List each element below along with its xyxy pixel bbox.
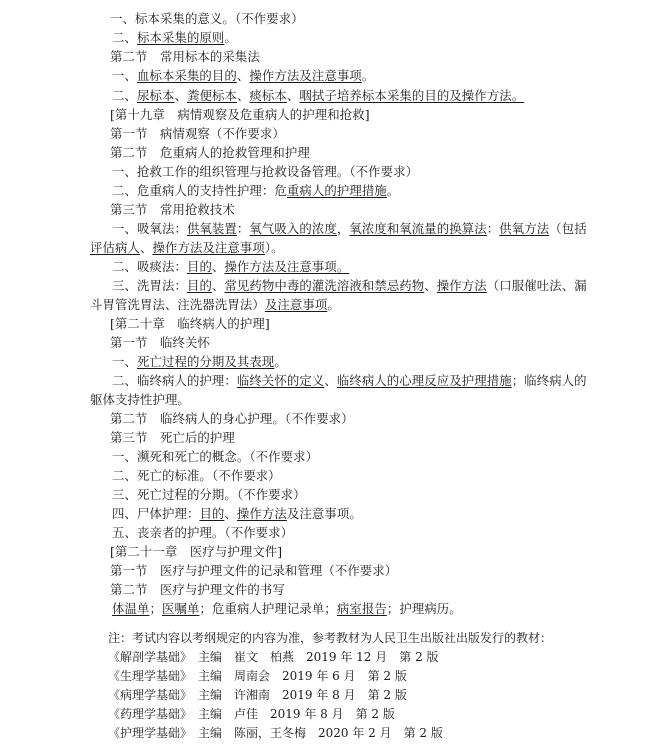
outline-line — [110, 10, 304, 28]
text-segment: 、 — [211, 259, 225, 274]
underlined-key-term: 临终关怀的定义 — [236, 373, 325, 388]
outline-line — [112, 258, 349, 276]
text-segment: 第三节 常用抢救技术 — [110, 202, 235, 217]
text-segment: ；危重病人护理记录单； — [199, 601, 337, 616]
outline-line — [110, 315, 270, 333]
underlined-key-term: 评估病人 — [90, 240, 140, 255]
underlined-key-term: 操作方法 — [236, 506, 287, 521]
outline-line — [90, 296, 340, 314]
outline-line — [112, 505, 362, 523]
text-segment: 一、吸氧法： — [112, 221, 187, 236]
text-segment: ；护理病历。 — [386, 601, 462, 616]
outline-line — [112, 277, 587, 295]
text-segment: 四、尸体护理： — [112, 506, 200, 521]
underlined-key-term: 目的 — [199, 506, 225, 521]
outline-line — [110, 125, 285, 143]
text-segment: 第二节 危重病人的抢救管理和护理 — [110, 145, 310, 160]
outline-line — [110, 144, 310, 162]
underlined-key-term: 死亡过程的分期及其表现 — [136, 354, 275, 369]
text-segment: 、 — [139, 240, 153, 255]
underlined-key-term: 痰标本 — [249, 88, 287, 103]
underlined-key-term: 操作方法及注意事项 — [152, 240, 265, 255]
text-segment: 、 — [224, 506, 237, 521]
text-segment: 第二节 医疗与护理文件的书写 — [110, 582, 285, 597]
outline-line — [90, 391, 190, 409]
text-segment: 二、 — [112, 88, 137, 103]
underlined-key-term: 尿标本 — [136, 88, 175, 103]
underlined-key-term: 咽拭子培养标本采集的目的及操作方法。 — [299, 88, 525, 103]
outline-line — [110, 48, 260, 66]
text-segment: 。 — [386, 183, 400, 198]
text-segment: 二、危重病人的支持性护理：危 — [112, 183, 287, 198]
outline-line — [112, 67, 374, 85]
text-segment: 三、洗胃法： — [112, 278, 187, 293]
underlined-key-term: 血标本采集的目的 — [136, 68, 237, 83]
text-segment: 、 — [174, 88, 187, 103]
text-segment: 斗胃管洗胃法、注洗器洗胃法） — [90, 297, 265, 312]
text-segment: 一、抢救工作的组织管理与抢救设备管理。（不作要求） — [112, 164, 419, 179]
text-segment: 一、 — [112, 68, 137, 83]
text-segment: ， — [336, 221, 350, 236]
underlined-key-term: 常见药物中毒的灌洗溶液和禁忌药物 — [224, 278, 425, 293]
outline-line — [112, 467, 281, 485]
underlined-key-term: 氧浓度和氧流量的换算法 — [349, 221, 487, 236]
text-segment: 二、死亡的标准。（不作要求） — [112, 468, 281, 483]
text-segment: 、 — [286, 88, 300, 103]
text-segment: 一、 — [112, 354, 137, 369]
text-segment: ； — [149, 601, 162, 616]
underlined-key-term: 体温单 — [112, 601, 150, 616]
underlined-key-term: 操作方法及注意事项 — [249, 68, 362, 83]
outline-line — [112, 600, 462, 618]
underlined-key-term: 医嘱单 — [161, 601, 200, 616]
outline-line — [112, 524, 293, 542]
outline-line — [110, 410, 354, 428]
text-segment: 二、 — [112, 30, 137, 45]
outline-line — [112, 29, 237, 47]
outline-line — [90, 239, 284, 257]
text-segment: ）。 — [264, 240, 284, 255]
text-segment: 一、标本采集的意义。（不作要求） — [110, 11, 304, 26]
underlined-key-term: 重病人的护理措施 — [286, 183, 387, 198]
reference-item: 《解剖学基础》 主编 崔文 柏燕 2019 年 12 月 第 2 版 — [108, 650, 439, 664]
underlined-key-term: 供氧方法 — [499, 221, 550, 236]
text-segment: 第一节 医疗与护理文件的记录和管理（不作要求） — [110, 563, 398, 578]
outline-line — [110, 429, 235, 447]
underlined-key-term: 目的 — [186, 259, 212, 274]
text-segment: 、 — [236, 68, 250, 83]
outline-line — [110, 543, 282, 561]
note-heading: 注：考试内容以考纲规定的内容为准，参考教材为人民卫生出版社出版发行的教材： — [108, 631, 553, 645]
text-segment: 躯体支持性护理。 — [90, 392, 190, 407]
text-segment: 。 — [361, 68, 375, 83]
outline-line — [112, 448, 318, 466]
text-segment: （口服催吐法、漏 — [486, 278, 587, 293]
outline-line — [110, 334, 210, 352]
text-segment: 第一节 临终关怀 — [110, 335, 210, 350]
text-segment: 一、濒死和死亡的概念。（不作要求） — [112, 449, 319, 464]
text-segment: [第十九章 病情观察及危重病人的护理和抢救] — [110, 107, 370, 122]
outline-line — [112, 182, 399, 200]
text-segment: 三、死亡过程的分期。（不作要求） — [112, 487, 306, 502]
outline-line — [112, 353, 287, 371]
underlined-key-term: 标本采集的原则 — [136, 30, 225, 45]
outline-line — [112, 163, 418, 181]
underlined-key-term: 氧气吸入的浓度 — [249, 221, 337, 236]
underlined-key-term: 目的 — [186, 278, 212, 293]
text-segment: 。 — [274, 354, 287, 369]
text-segment: 、 — [424, 278, 437, 293]
underlined-key-term: 操作方法 — [436, 278, 487, 293]
outline-line — [112, 486, 306, 504]
outline-line — [110, 201, 235, 219]
outline-line — [110, 581, 285, 599]
text-segment: 第一节 病情观察（不作要求） — [110, 126, 285, 141]
underlined-key-term: 供氧装置 — [186, 221, 237, 236]
underlined-key-term: 临终病人的心理反应及护理措施 — [336, 373, 512, 388]
text-segment: [第二十一章 医疗与护理文件] — [110, 544, 283, 559]
text-segment: 第二节 常用标本的采集法 — [110, 49, 260, 64]
underlined-key-term: 操作方法及注意事项。 — [224, 259, 350, 274]
text-segment: ；临终病人的 — [511, 373, 587, 388]
outline-line — [112, 372, 587, 390]
text-segment: 。 — [224, 30, 237, 45]
outline-line — [110, 106, 370, 124]
outline-line — [112, 87, 524, 105]
text-segment: 第二节 临终病人的身心护理。（不作要求） — [110, 411, 354, 426]
reference-item: 《生理学基础》 主编 周南会 2019 年 6 月 第 2 版 — [108, 669, 407, 683]
text-segment: 、 — [324, 373, 337, 388]
reference-item: 《药理学基础》 主编 卢佳 2019 年 8 月 第 2 版 — [108, 707, 395, 721]
text-segment: 二、临终病人的护理： — [112, 373, 237, 388]
text-segment: 二、吸痰法： — [112, 259, 187, 274]
text-segment: 、 — [211, 278, 225, 293]
text-segment: 、 — [236, 88, 250, 103]
text-segment: 。 — [327, 297, 340, 312]
reference-item: 《病理学基础》 主编 许湘南 2019 年 8 月 第 2 版 — [108, 688, 407, 702]
text-segment: （包括 — [549, 221, 587, 236]
text-segment: ： — [486, 221, 500, 236]
reference-item: 《护理学基础》 主编 陈丽，王冬梅 2020 年 2 月 第 2 版 — [108, 726, 443, 740]
text-segment: 五、丧亲者的护理。（不作要求） — [112, 525, 294, 540]
text-segment: [第二十章 临终病人的护理] — [110, 316, 270, 331]
text-segment: ： — [236, 221, 250, 236]
underlined-key-term: 病室报告 — [336, 601, 387, 616]
outline-line — [112, 220, 587, 238]
text-segment: 第三节 死亡后的护理 — [110, 430, 235, 445]
underlined-key-term: 粪便标本 — [186, 88, 237, 103]
outline-line — [110, 562, 397, 580]
underlined-key-term: 及注意事项 — [264, 297, 328, 312]
text-segment: 及注意事项。 — [286, 506, 362, 521]
